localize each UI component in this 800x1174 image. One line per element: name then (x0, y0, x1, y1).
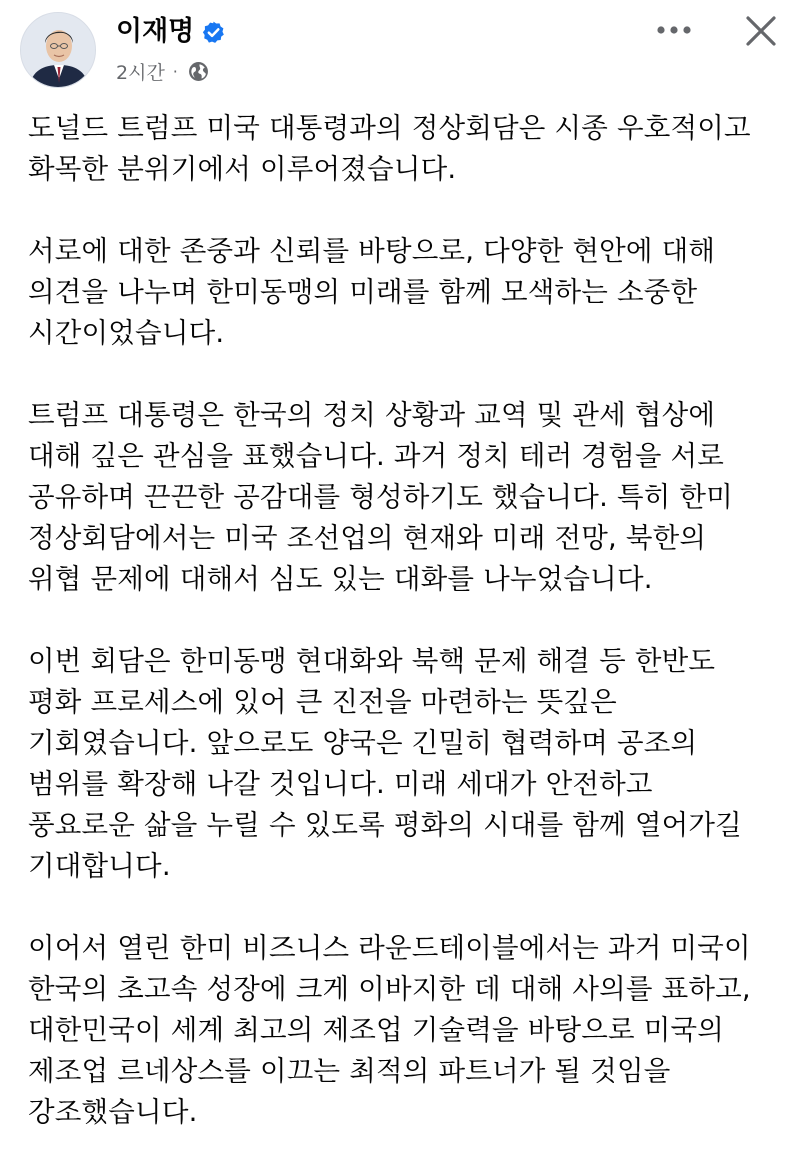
post-text-line: 시간이었습니다. (28, 317, 225, 349)
post-text-line: 기대합니다. (28, 850, 171, 882)
post-meta (116, 58, 209, 84)
post-paragraph-1 (28, 108, 788, 190)
author-name[interactable]: 이재명 (116, 16, 195, 47)
close-icon (744, 14, 778, 48)
post-text-line: 의견을 나누며 한미동맹의 미래를 함께 모색하는 소중한 (28, 276, 698, 308)
post-text-line: 제조업 르네상스를 이끄는 최적의 파트너가 될 것임을 (28, 1055, 671, 1087)
post-paragraph-4 (28, 641, 788, 887)
post-text-line: 기회였습니다. 앞으로도 양국은 긴밀히 협력하며 공조의 (28, 727, 698, 759)
post-text-line: 공유하며 끈끈한 공감대를 형성하기도 했습니다. 특히 한미 (28, 481, 733, 513)
verified-badge-icon (201, 20, 226, 45)
close-button[interactable] (738, 8, 784, 54)
post-text-line: 이어서 열린 한미 비즈니스 라운드테이블에서는 과거 미국이 (28, 932, 751, 964)
post-text-line: 이번 회담은 한미동맹 현대화와 북핵 문제 해결 등 한반도 (28, 645, 716, 677)
post-text-line: 대한민국이 세계 최고의 제조업 기술력을 바탕으로 미국의 (28, 1014, 725, 1046)
post-text-line: 강조했습니다. (28, 1096, 198, 1128)
post-text-line: 정상회담에서는 미국 조선업의 현재와 미래 전망, 북한의 (28, 522, 707, 554)
post-text-line: 서로에 대한 존중과 신뢰를 바탕으로, 다양한 현안에 대해 (28, 235, 716, 267)
meta-separator: · (172, 61, 178, 81)
globe-icon[interactable] (188, 61, 209, 82)
author-row (116, 14, 226, 50)
post-text-line: 대해 깊은 관심을 표했습니다. 과거 정치 테러 경험을 서로 (28, 440, 725, 472)
post-paragraph-3 (28, 395, 788, 600)
post-text-line: 도널드 트럼프 미국 대통령과의 정상회담은 시종 우호적이고 (28, 112, 751, 144)
post-paragraph-2 (28, 231, 788, 354)
post-text-line: 범위를 확장해 나갈 것입니다. 미래 세대가 안전하고 (28, 768, 653, 800)
post-text-line: 평화 프로세스에 있어 큰 진전을 마련하는 뜻깊은 (28, 686, 617, 718)
post-text-line: 한국의 초고속 성장에 크게 이바지한 데 대해 사의를 표하고, (28, 973, 751, 1005)
more-options-button[interactable] (652, 10, 696, 50)
post-text-line: 위협 문제에 대해서 심도 있는 대화를 나누었습니다. (28, 563, 653, 595)
post-paragraph-5 (28, 928, 788, 1133)
author-avatar[interactable] (20, 12, 96, 88)
post-body (28, 108, 788, 1174)
avatar-portrait-icon (21, 13, 96, 88)
more-options-icon (656, 25, 692, 35)
post-text-line: 트럼프 대통령은 한국의 정치 상황과 교역 및 관세 협상에 (28, 399, 716, 431)
post-text-line: 풍요로운 삶을 누릴 수 있도록 평화의 시대를 함께 열어가길 (28, 809, 742, 841)
post-timestamp[interactable]: 2시간 (116, 61, 165, 84)
post-text-line: 화목한 분위기에서 이루어졌습니다. (28, 153, 457, 185)
post-header (0, 0, 800, 100)
